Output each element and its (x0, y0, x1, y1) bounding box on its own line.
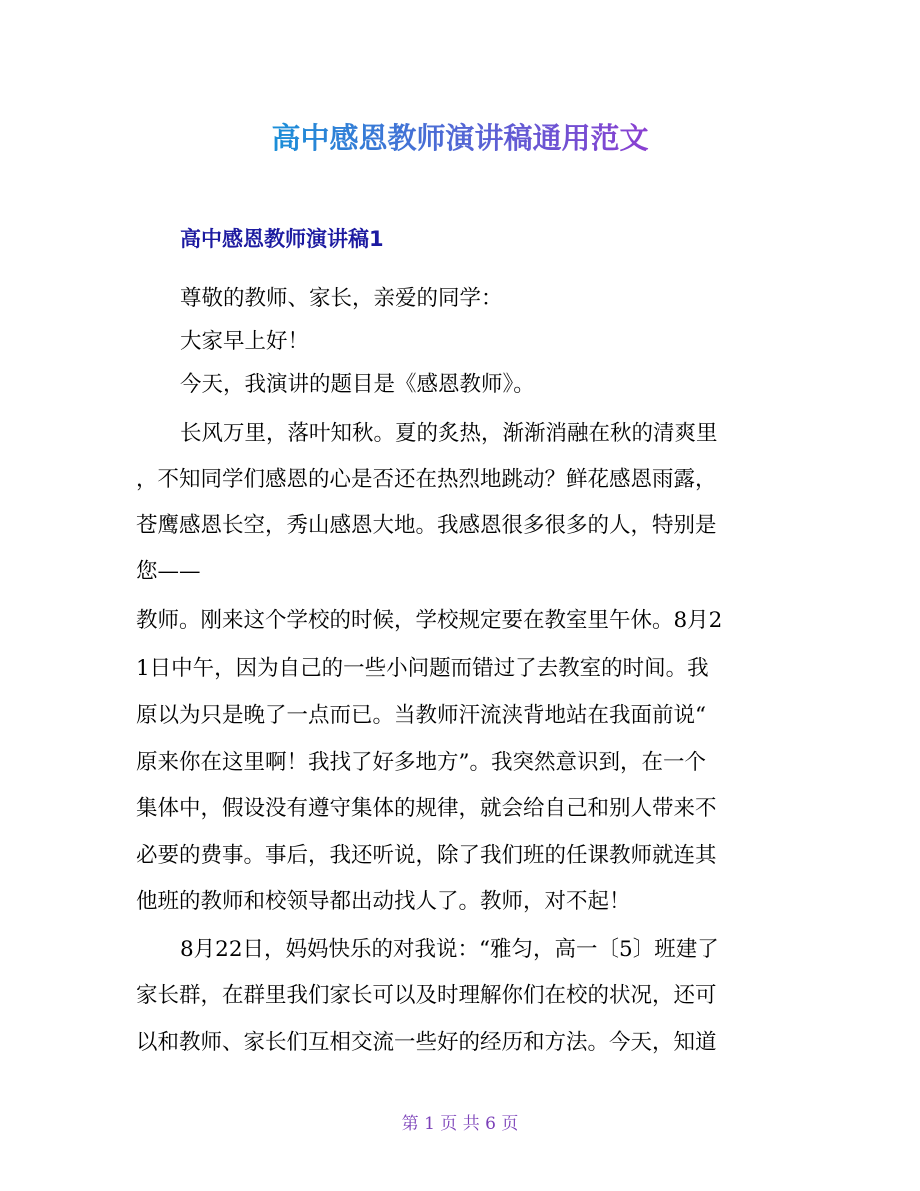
body-line: 原以为只是晚了一点而已。当教师汗流浃背地站在我面前说“ (136, 703, 706, 728)
body-line: 您—— (136, 559, 201, 584)
section-heading: 高中感恩教师演讲稿1 (180, 227, 384, 251)
page-indicator: 第 1 页 共 6 页 (401, 1114, 519, 1134)
body-line: 家长群，在群里我们家长可以及时理解你们在校的状况，还可 (136, 983, 717, 1008)
body-line: 教师。刚来这个学校的时候，学校规定要在教室里午休。8月2 (136, 608, 723, 633)
body-line: 1日中午，因为自己的一些小问题而错过了去教室的时间。我 (136, 656, 709, 681)
body-line: 8月22日，妈妈快乐的对我说：“雅匀，高一〔5〕班建了 (180, 937, 719, 962)
document-title (0, 110, 920, 166)
body-line: 他班的教师和校领导都出动找人了。教师，对不起！ (136, 889, 631, 914)
body-line: 原来你在这里啊！我找了好多地方”。我突然意识到，在一个 (136, 750, 706, 775)
body-line: ，不知同学们感恩的心是否还在热烈地跳动？鲜花感恩雨露， (136, 467, 717, 492)
body-line: 苍鹰感恩长空，秀山感恩大地。我感恩很多很多的人，特别是 (136, 513, 717, 538)
body-line: 以和教师、家长们互相交流一些好的经历和方法。今天，知道 (136, 1030, 717, 1055)
body-line: 大家早上好！ (180, 329, 310, 354)
body-line: 长风万里，落叶知秋。夏的炙热，渐渐消融在秋的清爽里 (180, 421, 718, 446)
body-line: 集体中，假设没有遵守集体的规律，就会给自己和别人带来不 (136, 796, 717, 821)
body-line: 尊敬的教师、家长，亲爱的同学： (180, 286, 503, 311)
document-title-text: 高中感恩教师演讲稿通用范文 (271, 121, 649, 155)
body-line: 今天，我演讲的题目是《感恩教师》。 (180, 372, 535, 397)
body-line: 必要的费事。事后，我还听说，除了我们班的任课教师就连其 (136, 843, 717, 868)
